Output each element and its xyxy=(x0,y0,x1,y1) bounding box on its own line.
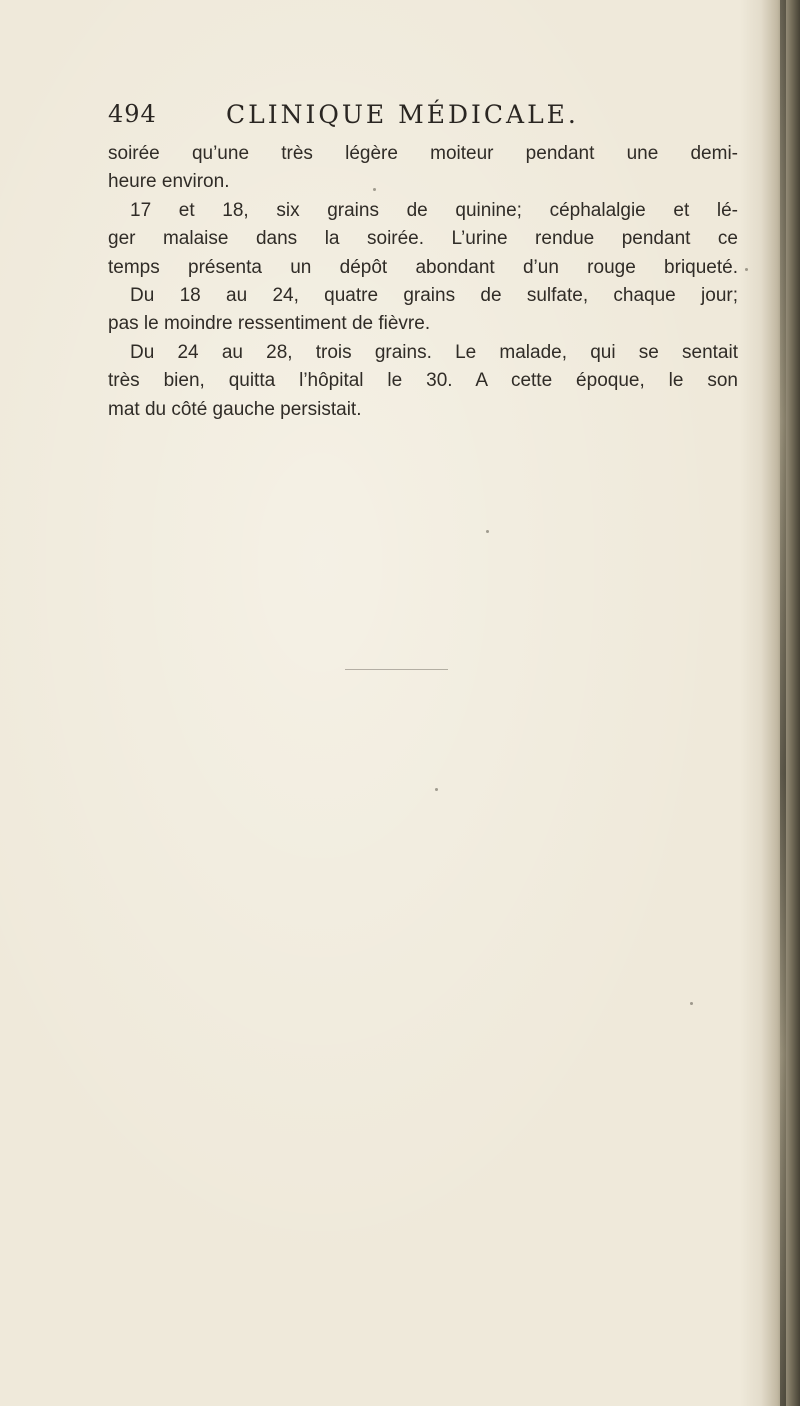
paper-speck xyxy=(486,530,489,533)
paper-speck xyxy=(373,188,376,191)
body-text xyxy=(108,140,738,424)
binding-shadow xyxy=(740,0,800,1406)
text-line: 17 et 18, six grains de quinine; céphalalgie et lé- xyxy=(130,199,738,221)
text-line: temps présenta un dépôt abondant d’un rouge briqueté. xyxy=(108,256,738,278)
paper-speck xyxy=(435,788,438,791)
text-line: mat du côté gauche persistait. xyxy=(108,398,362,420)
paper-speck xyxy=(690,1002,693,1005)
text-line: heure environ. xyxy=(108,171,230,193)
page-edge xyxy=(780,0,786,1406)
text-line: pas le moindre ressentiment de fièvre. xyxy=(108,313,431,335)
paper-speck xyxy=(745,268,748,271)
text-line: très bien, quitta l’hôpital le 30. A cette époque, le son xyxy=(108,370,738,392)
page-number: 494 xyxy=(108,100,157,128)
text-line: ger malaise dans la soirée. L’urine rendue pendant ce xyxy=(108,228,738,250)
running-title: CLINIQUE MÉDICALE. xyxy=(226,100,579,129)
text-line: Du 24 au 28, trois grains. Le malade, qui se sentait xyxy=(130,341,738,363)
text-line: soirée qu’une très légère moiteur pendant une demi- xyxy=(108,143,738,164)
page-header xyxy=(108,100,728,136)
faint-rule xyxy=(345,669,448,670)
text-line: Du 18 au 24, quatre grains de sulfate, chaque jour; xyxy=(130,285,738,307)
